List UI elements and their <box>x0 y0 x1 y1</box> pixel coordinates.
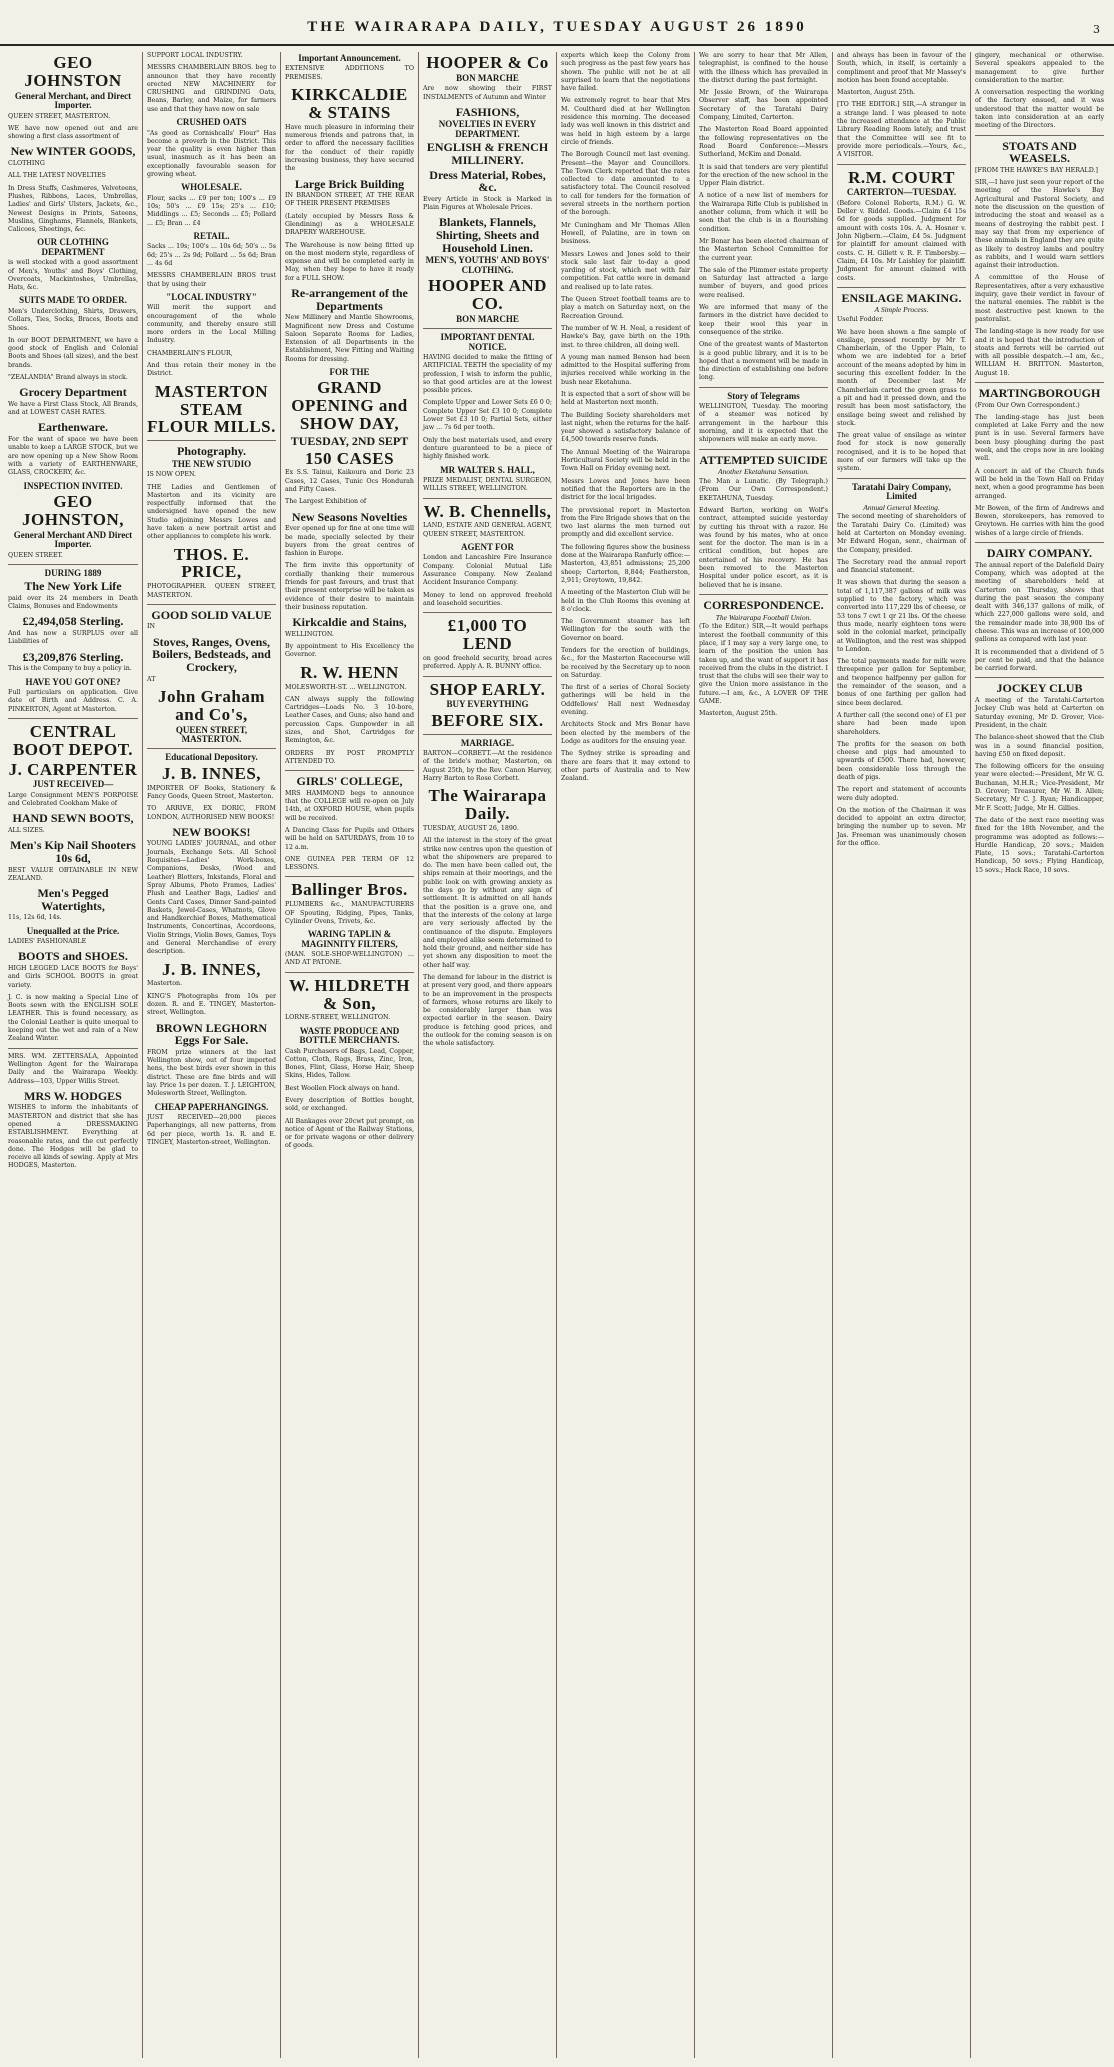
heading: GOOD SOLID VALUE <box>151 607 272 622</box>
article-text: Money to lend on approved freehold and leasehold securities. <box>423 591 552 607</box>
article-text: WISHES to inform the inhabitants of MASTERTON and district that she has opened a DRESSMAKING ESTABLISHMENT. Everything at reasonable rates, and the cut perfectly done. The Hodges will be glad to receive all kinds of sewing. Apply at Mrs HODGES, Masterton. <box>8 1104 138 1170</box>
heading: Unequalled at the Price. <box>26 925 120 936</box>
article-text: CLOTHING <box>8 160 45 168</box>
article-text: The date of the next race meeting was fixed for the 18th November, and the programme was adopted as follows:—Hurdle Handicap, 20 sovs.; Maiden Plate, 15 sovs.; Taratahi-Carterton Handicap, 50 sovs.; Flying Handicap, 15 sovs.; Hack Race, 10 sovs. <box>975 816 1104 874</box>
heading: "LOCAL INDUSTRY" <box>166 291 257 302</box>
column-rule <box>699 449 828 450</box>
article-text: The balance-sheet showed that the Club was in a sound financial position, having £50 on fixed deposit. <box>975 734 1104 758</box>
heading: INSPECTION INVITED. <box>23 480 123 491</box>
heading: Large Brick Building <box>294 176 405 191</box>
column-4 <box>418 52 556 2058</box>
heading: CORRESPONDENCE. <box>703 597 824 612</box>
heading: MARTINGBOROUGH <box>978 385 1101 400</box>
article-text: In our BOOT DEPARTMENT, we have a good stock of English and Colonial Boots and Shoes (all sizes), and the best brands. <box>8 336 138 369</box>
heading: Annual General Meeting. <box>863 502 940 512</box>
article-text: Flour, sacks ... £9 per ton; 100's ... £9 10s; 50's ... £9 15s; 25's ... £10; Middlings ... £5; Seconds ... £5; Pollard ... £5; Bran ... £4 <box>147 194 276 227</box>
article-text: All the interest in the story of the great strike now centres upon the question of what the shipowners are prepared to do. The men have been called out, the ships remain at their moorings, and the public look on with growing anxiety as the days go by without any sign of settlement. It is admitted on all hands that the position is a grave one, and that the interests of the colony at large are very seriously affected by the continuance of the dispute. Employers and employed alike seem determined to hold their ground, and neither side has yet shown any disposition to meet the other half way. <box>423 837 552 969</box>
article-text: FROM prize winners at the last Wellington show, out of four imported hens, the best birds ever shown in this district. These are fine birds and will lay. Price 1s per dozen. T. J. LEIGHTON, Molesworth Street, Wellington. <box>147 1048 276 1098</box>
article-text: AT <box>147 675 156 683</box>
heading: AGENT FOR <box>460 542 515 552</box>
article-text: Men's Underclothing, Shirts, Drawers, Collars, Ties, Socks, Braces, Boots and Shoes. <box>8 307 138 332</box>
heading: W. B. Chennells, <box>423 501 552 521</box>
article-text: The Government steamer has left Wellington for the south with the Governor on board. <box>561 618 690 642</box>
article-text: The demand for labour in the district is at present very good, and there appears to be an improvement in the prospects of farmers, whose returns are likely to be considerably larger than was expected earlier in the season. Dairy produce is fetching good prices, and the outlook for the coming season is on the whole satisfactory. <box>423 973 552 1048</box>
article-text: PRIZE MEDALIST, DENTAL SURGEON, WILLIS STREET, WELLINGTON. <box>423 476 552 493</box>
heading: HOOPER AND CO. <box>428 275 547 313</box>
article-text: WELLINGTON, Tuesday. The mooring of a steamer was noticed by arrangement in the harbour this morning, and it is expected that the shipowners will make an early move. <box>699 403 828 444</box>
article-text: paid over its 24 members in Death Claims, Bonuses and Endowments <box>8 594 138 611</box>
heading: FASHIONS, <box>455 104 520 119</box>
article-text: QUEEN STREET, MASTERTON. <box>8 112 111 120</box>
article-text: and always has been in favour of the South, which, in itself, is certainly a compliment and proof that Mr Massey's motion has been found acceptable. <box>837 52 966 84</box>
heading: Dress Material, Robes, &c. <box>429 167 546 195</box>
page-number: 3 <box>1093 23 1100 36</box>
article-text: QUEEN STREET. <box>8 551 63 559</box>
article-text: LORNE-STREET, WELLINGTON. <box>285 1014 391 1022</box>
heading: CRUSHED OATS <box>176 117 247 128</box>
article-text: (From Our Own Correspondent.) <box>975 401 1080 409</box>
heading: CARTERTON—TUESDAY. <box>846 187 957 198</box>
article-text: Messrs Lowes and Jones sold to their stock sale last fair to-day a good yarding of stock, which met with fair competition. Fat cattle were in demand and realised up to late rates. <box>561 250 690 291</box>
heading: STOATS AND WEASELS. <box>1002 138 1077 166</box>
column-rule <box>837 164 966 165</box>
heading: The Wairarapa Daily. <box>428 786 547 824</box>
article-text: TUESDAY, AUGUST 26, 1890. <box>423 824 519 832</box>
article-text: PHOTOGRAPHER. QUEEN STREET, MASTERTON. <box>147 583 276 599</box>
article-text: ORDERS BY POST PROMPTLY ATTENDED TO. <box>285 749 414 765</box>
article-text: ALL THE LATEST NOVELTIES <box>8 172 106 180</box>
article-text: One of the greatest wants of Masterton is a good public library, and it is to be hoped that a movement will be made in the direction of establishing one before long. <box>699 341 828 382</box>
heading: General Merchant AND Direct Importer. <box>13 529 133 550</box>
article-text: is well stocked with a good assortment of Men's, Youths' and Boys' Clothing, Overcoats, Mackintoshes, Umbrellas, Hats, &c. <box>8 259 138 292</box>
heading: £3,209,876 Sterling. <box>22 649 124 664</box>
heading: TUESDAY, 2ND SEPT <box>290 434 409 448</box>
article-text: Mr Bowen, of the firm of Andrews and Bowen, storekeepers, has removed to Greytown. He carries with him the good wishes of a large circle of friends. <box>975 504 1104 537</box>
article-text: SIR,—I have just seen your report of the meeting of the Hawke's Bay Agricultural and Pastoral Society, and note the discussion on the question of introducing the stoat and weasel as a means of destroying the rabbit pest. I may say that from my experience of these animals in England they are quite as likely to destroy lambs and poultry as rabbits, and I would warn settlers against their introduction. <box>975 179 1104 270</box>
article-text: Complete Upper and Lower Sets £6 0 0; Complete Upper Set £3 10 0; Complete Lower Set £3 10 0; Partial Sets, either jaw ... 7s 6d per tooth. <box>423 399 552 432</box>
article-text: MESSRS CHAMBERLAIN BROS trust that by using their <box>147 272 276 288</box>
article-text: The total payments made for milk were threepence per gallon for September, and twopence halfpenny per gallon for the remainder of the season, and a bonus of one farthing per gallon had since been declared. <box>837 658 966 707</box>
article-text: The landing-stage has just been completed at Lake Ferry and the new punt is in use. Several farmers have been busy ploughing during the past week, and the crops now in are looking well. <box>975 413 1104 463</box>
article-text: The profits for the season on both cheese and pigs had amounted to upwards of £500. There had, however, been considerable loss through the death of pigs. <box>837 740 966 781</box>
article-text: The annual report of the Dalefield Dairy Company, which was adopted at the meeting of shareholders held at Carterton on Thursday, shows that during the past season the company dealt with 346,137 gallons of milk, of which 227,000 gallons were sold, and the remainder made into 38,900 lbs of cheese. This was an increase of 100,000 gallons as compared with last year. <box>975 561 1104 644</box>
heading: New WINTER GOODS, <box>10 144 136 159</box>
article-text: The report and statement of accounts were duly adopted. <box>837 786 966 802</box>
article-text: Mr Cuningham and Mr Thomas Allen Howell, of Palatine, are in town on business. <box>561 221 690 246</box>
heading: KIRKCALDIE & STAINS <box>291 85 408 122</box>
column-rule <box>8 564 138 565</box>
heading: JUST RECEIVED— <box>32 779 114 790</box>
heading: £2,494,058 Sterling. <box>22 614 124 629</box>
heading: CENTRAL BOOT DEPOT. <box>12 721 134 759</box>
masthead-title: THE WAIRARAPA DAILY, TUESDAY AUGUST 26 1890 <box>307 19 807 35</box>
article-text: "As good as Cornishcalls' Flour" Has become a proverb in the District. This year the quality is even higher than usual, inasmuch as it has been an exceptionally favourable season for growing wheat. <box>147 129 276 178</box>
article-text: We have been shown a fine sample of ensilage, pressed recently by Mr T. Chamberlain, of the Upper Plain, to whom we are indebted for a brief account of the means adopted by him in securing this excellent fodder. In the month of December last Mr Chamberlain carted the green grass to a pit and had it pressed down, and the result has been most satisfactory, the ensilage being sweet and relished by stock. <box>837 328 966 427</box>
masthead <box>0 0 1114 46</box>
column-5 <box>556 52 694 2058</box>
article-text: A conversation respecting the working of the factory ensued, and it was understood that the matter would be taken into consideration at an early meeting of the Directors. <box>975 89 1104 130</box>
heading: CHEAP PAPERHANGINGS. <box>154 1101 269 1112</box>
article-text: The sale of the Plimmer estate property on Saturday last attracted a large number of buyers, and good prices were realised. <box>699 266 828 299</box>
heading: £1,000 TO LEND <box>447 616 528 654</box>
article-text: CAN always supply the following Cartridges—Loads No. 3 10-bore, Leather Cases, and Guns; also hand and percussion Caps. Gunpowder in all sizes, and Shot, Cartridges for Remington, &c. <box>285 695 414 745</box>
article-text: Ex S.S. Tainui, Kaikoura and Doric 23 Cases, 12 Cases, Tunic Ocs Hondurah and Fifty Cases. <box>285 469 414 494</box>
heading: A Simple Process. <box>874 305 929 315</box>
article-text: on good freehold security, broad acres preferred. Apply A. R. BUNNY office. <box>423 654 552 671</box>
heading: GIRLS' COLLEGE, <box>296 774 403 789</box>
article-text: (MAN. SOLE-SHOP-WELLINGTON) ... AND AT PATONE. <box>285 951 414 967</box>
article-text: In Dress Stuffs, Cashmeres, Velveteens, Plushes, Ribbons, Laces, Umbrellas, Ladies' and Girls' Ulsters, Jackets, &c., Newest Designs in Prints, Sateens, Muslins, Ginghams, Flannels, Blankets, Calicoes, Sheetings, &c. <box>8 184 138 234</box>
heading: General Merchant, and Direct Importer. <box>14 90 132 111</box>
heading: BOOTS and SHOES. <box>18 949 128 964</box>
column-rule <box>699 594 828 595</box>
article-text: TO ARRIVE, EX DORIC, FROM LONDON, AUTHORISED NEW BOOKS! <box>147 805 276 821</box>
article-text: IN BRANDON STREET, AT THE REAR OF THEIR PRESENT PREMISES <box>285 192 414 208</box>
column-rule <box>975 542 1104 543</box>
column-rule <box>8 718 138 719</box>
article-text: London and Lancashire Fire Insurance Company. Colonial Mutual Life Assurance Company. New Zealand Accident Insurance Company. <box>423 554 552 587</box>
article-text: Full particulars on application. Give date of Birth and Address. C. A. PINKERTON, Agent at Masterton. <box>8 689 138 713</box>
heading: Men's Kip Nail Shooters 10s 6d, <box>10 838 136 865</box>
article-text: A committee of the House of Representatives, after a very exhaustive inquiry, gave their verdict in favour of the natural enemies. The rabbit is the most destructive pest known to the pastoralist. <box>975 274 1104 323</box>
article-text: (Lately occupied by Messrs Ross & Glendining) as a WHOLESALE DRAPERY WAREHOUSE. <box>285 212 414 237</box>
article-text: The Annual Meeting of the Wairarapa Horticultural Society will be held in the Town Hall on Friday evening next. <box>561 448 690 473</box>
article-text: JUST RECEIVED—20,000 pieces Paperhangings, all new patterns, from 6d per piece, worth 1s. R. and E. TINGEY, Masterton-street, Wellington. <box>147 1114 276 1146</box>
column-1 <box>4 52 142 2058</box>
heading: Ballinger Bros. <box>291 880 408 900</box>
heading: New Seasons Novelties <box>291 509 408 524</box>
article-text: BEST VALUE OBTAINABLE IN NEW ZEALAND. <box>8 866 138 882</box>
column-rule <box>699 387 828 388</box>
article-text: The Secretary read the annual report and financial statement. <box>837 558 966 575</box>
article-text: BARTON—CORBETT.—At the residence of the bride's mother, Masterton, on August 25th, by the Rev. Canon Harvey, Harry Barton to Rose Corbett. <box>423 750 552 782</box>
heading: OUR CLOTHING DEPARTMENT <box>37 237 109 257</box>
heading: GEO JOHNSTON <box>24 53 122 90</box>
article-text: PLUMBERS &c., MANUFACTURERS OF Spouting, Ridging, Pipes, Tanks, Cylinder Ovens, Trivets, &c. <box>285 901 414 925</box>
article-text: Are now showing their FIRST INSTALMENTS of Autumn and Winter <box>423 85 552 101</box>
article-text: It is expected that a sort of show will be held at Masterton next month. <box>561 390 690 407</box>
article-text: WE have now opened out and are showing a first class assortment of <box>8 124 138 141</box>
column-rule <box>285 770 414 771</box>
column-rule <box>423 498 552 499</box>
heading: MARRIAGE. <box>460 737 515 748</box>
article-text: The great value of ensilage as winter food for stock is now generally recognised, and it is to be hoped that more of our farmers will take up the system. <box>837 432 966 473</box>
heading: IMPORTANT DENTAL NOTICE. <box>440 332 535 352</box>
heading: NOVELTIES IN EVERY DEPARTMENT. <box>438 119 537 139</box>
article-text: MRS HAMMOND begs to announce that the COLLEGE will re-open on July 14th, at OXFORD HOUSE, when pupils will be received. <box>285 789 414 822</box>
heading: Earthenware. <box>37 420 109 435</box>
column-rule <box>8 1048 138 1049</box>
article-text: A notice of a new list of members for the Wairarapa Rifle Club is published in another column, from which it will be seen that the club is in a flourishing condition. <box>699 192 828 233</box>
column-rule <box>837 478 966 479</box>
article-text: LAND, ESTATE AND GENERAL AGENT, QUEEN STREET, MASTERTON. <box>423 522 552 538</box>
article-text: It is recommended that a dividend of 5 per cent be paid, and that the balance be carried forward. <box>975 648 1104 673</box>
heading: MRS W. HODGES <box>24 1088 122 1103</box>
article-text: MOLESWORTH-ST. ... WELLINGTON. <box>285 683 407 691</box>
article-text: "ZEALANDIA" Brand always in stock. <box>8 374 128 381</box>
article-text: We have a First Class Stock, All Brands, and at LOWEST CASH RATES. <box>8 400 138 417</box>
heading: BON MARCHE <box>456 72 519 83</box>
article-text: A meeting of the Masterton Club will be held in the Club Rooms this evening at 8 o'clock. <box>561 589 690 613</box>
heading: HAND SEWN BOOTS, <box>12 811 134 826</box>
column-2 <box>142 52 280 2058</box>
column-rule <box>423 734 552 735</box>
heading: FOR THE <box>329 367 370 378</box>
article-text: MRS. WM. ZETTERSALA, Appointed Wellington Agent for the Wairarapa Daily and the Wairarapa Weekly. Address—103, Upper Willis Street. <box>8 1052 138 1085</box>
columns <box>4 52 1110 2058</box>
article-text: A further call (the second one) of £1 per share had been made upon shareholders. <box>837 711 966 736</box>
article-text: The Queen Street football teams are to play a match on Saturday next, on the Recreation Ground. <box>561 296 690 320</box>
article-text: Large Consignment MEN'S PORPOISE and Celebrated Cookham Make of <box>8 791 138 808</box>
article-text: Tenders for the erection of buildings, &c., for the Masterton Racecourse will be received by the Secretary up to noon on Saturday. <box>561 647 690 679</box>
heading: Men's Pegged Watertights, <box>37 886 109 913</box>
article-text: Architects Stock and Mrs Bonar have been elected by the members of the Lodge as auditors for the ensuing year. <box>561 721 690 745</box>
heading: Grocery Department <box>19 385 127 400</box>
article-text: Will merit the support and encouragement of the whole community, and thereby ensure still more orders in the Local Milling Industry. <box>147 304 276 345</box>
article-text: [TO THE EDITOR.] SIR,—A stranger in a strange land. I was pleased to note the increased attendance at the Public Library Reading Room lately, and trust that the Committee will see fit to provide more periodicals.—Yours, &c., A VISITOR. <box>837 101 966 159</box>
article-text: The following figures show the business done at the Wairarapa Ranfurly office:— Masterton, 43,851 admissions; 25,200 sheep; Carterton, 8,844; Featherston, 2,911; Greytown, 19,842. <box>561 543 690 584</box>
heading: THE NEW STUDIO <box>171 458 252 469</box>
article-text: The following officers for the ensuing year were elected:—President, Mr W. G. Buchanan, M.H.R.; Vice-President, Mr D. Grover; Treasurer, Mr W. B. Allen; Secretary, Mr C. J. Ryan; Handicapper, Mr F. Scott; Judge, Mr H. Gillies. <box>975 763 1104 812</box>
article-text: Every Article in Stock is Marked in Plain Figures at Wholesale Prices. <box>423 195 552 212</box>
article-text: EXTENSIVE ADDITIONS TO PREMISES. <box>285 65 414 81</box>
column-rule <box>285 972 414 973</box>
article-text: ALL SIZES. <box>8 827 45 835</box>
heading: John Graham and Co's, <box>157 686 266 724</box>
heading: The Wairarapa Football Union. <box>715 612 812 622</box>
article-text: KING'S Photographs from 10s per dozen. R. and E. TINGEY, Masterton-street, Wellington. <box>147 992 276 1017</box>
heading: NEW BOOKS! <box>172 824 251 839</box>
article-text: HIGH LEGGED LACE BOOTS for Boys' and Girls SCHOOL BOOTS in great variety. <box>8 964 138 989</box>
article-text: Masterton, August 25th. <box>699 710 778 718</box>
heading: ENSILAGE MAKING. <box>841 290 962 305</box>
heading: Taratahi Dairy Company, Limited <box>852 481 951 502</box>
article-text: The Masterton Road Board appointed the following representatives on the Road Board Conference:—Messrs Sutherland, McKim and Donald. <box>699 126 828 159</box>
heading: ATTEMPTED SUICIDE <box>699 452 828 467</box>
column-rule <box>423 612 552 613</box>
article-text: For the want of space we have been unable to keep a LARGE STOCK, but we are now opening up a New Show Room with a variety of EARTHENWARE, GLASS, CROCKERY, &c. <box>8 436 138 477</box>
heading: R.M. COURT <box>848 167 955 187</box>
article-text: And has now a SURPLUS over all Liabilities of <box>8 630 138 646</box>
article-text: THE Ladies and Gentlemen of Masterton and its vicinity are respectfully informed that the undersigned have opened the new Studio adjoining Messrs Lowes and have taken a new portrait artist and other appliances to complete his work. <box>147 483 276 541</box>
heading: BROWN LEGHORN Eggs For Sale. <box>155 1020 267 1048</box>
column-rule <box>975 135 1104 136</box>
article-text: 11s, 12s 6d, 14s. <box>8 914 62 922</box>
heading: WARING TAPLIN & MAGINNITY FILTERS, <box>301 929 398 949</box>
article-text: All Bankages over 20cwt put prompt, on notice of Agent of the Railway Stations, or for private wagons or other delivery of goods. <box>285 1117 414 1150</box>
article-text: A concert in aid of the Church funds will be held in the Town Hall on Friday next, when a good programme has been arranged. <box>975 467 1104 500</box>
heading: GEO JOHNSTON, <box>22 492 124 529</box>
article-text: IN <box>147 623 155 631</box>
article-text: Messrs Lowes and Jones have been notified that the Reporters are in the district for the local brigades. <box>561 477 690 502</box>
column-rule <box>975 382 1104 383</box>
heading: HAVE YOU GOT ONE? <box>25 676 121 687</box>
article-text: CHAMBERLAIN'S FLOUR, <box>147 349 233 357</box>
article-text: Best Woollen Flock always on hand. <box>285 1084 400 1092</box>
column-rule <box>285 876 414 877</box>
article-text: A meeting of the Taratahi-Carterton Jockey Club was held at Carterton on Saturday evening, Mr D. Grover, Vice-President, in the chair. <box>975 697 1104 729</box>
heading: Educational Depository. <box>165 752 258 763</box>
heading: HOOPER & Co <box>426 53 549 72</box>
article-text: SUPPORT LOCAL INDUSTRY. <box>147 52 243 59</box>
heading: Kirkcaldie and Stains, <box>292 615 407 630</box>
heading: WASTE PRODUCE AND BOTTLE MERCHANTS. <box>299 1025 400 1046</box>
column-rule <box>837 287 966 288</box>
article-text: The Borough Council met last evening. Present—the Mayor and Councillors. The Town Clerk reported that the rates collected to date amounted to a satisfactory total. The Council resolved to call for tenders for the formation of several streets in the northern portion of the borough. <box>561 151 690 217</box>
article-text: The Warehouse is now being fitted up on the most modern style, regardless of expense and will be completed early in May, when they hope to have it ready for a FULL SHOW. <box>285 241 414 282</box>
article-text: Edward Barton, working on Wolf's contract, attempted suicide yesterday by cutting his throat with a razor. He was found by his mates, who at once sent for the doctor. The man is in a critical condition, but hopes are entertained of his recovery. He has been removed to the Masterton Hospital under police escort, as it is believed that he is insane. <box>699 506 828 589</box>
article-text: The Man a Lunatic. (By Telegraph.) (From Our Own Correspondent.) EKETAHUNA, Tuesday. <box>699 478 828 502</box>
heading: The New York Life <box>24 579 122 594</box>
article-text: IMPORTER OF Books, Stationery & Fancy Goods, Queen Street, Masterton. <box>147 784 276 800</box>
heading: J. B. INNES, <box>161 959 262 979</box>
heading: 150 CASES <box>304 448 395 468</box>
heading: J. CARPENTER <box>8 759 138 779</box>
article-text: Have much pleasure in informing their numerous friends and patrons that, in order to afford the necessary facilities for the conduct of their rapidly increasing business, they have secured the <box>285 123 414 173</box>
article-text: A Dancing Class for Pupils and Others will be held on SATURDAYS, from 10 to 12 a.m. <box>285 826 414 851</box>
article-text: YOUNG LADIES' JOURNAL, and other Journals, Exchange Sets. All School Requisites—Ladies' Work-boxes, Companions, Desks, (Wood and Leather) Blotters, Inkstands, Floral and Spray Albums, Photo Frames, Ladies' Plush and Leather Bags, Ladies' and Gents Card Cases, Dinner Sand-painted Baskets, Jewel-Cases, Whatnots, Glove and Handkerchief Boxes, Mathematical Instruments, Concertinas, Accordeons, Violin Strings, Violin Bows, Games, Toys and General Merchandise of every description. <box>147 840 276 956</box>
column-7 <box>832 52 970 2058</box>
article-text: And thus retain their money in the District. <box>147 362 276 378</box>
article-text: The Building Society shareholders met last night, when the returns for the half-year showed a satisfactory balance of £4,500 towards reserve funds. <box>561 411 690 444</box>
article-text: The Sydney strike is spreading and there are fears that it may extend to other parts of Australia and to New Zealand. <box>561 750 690 783</box>
article-text: WELLINGTON. <box>285 630 334 638</box>
article-text: On the motion of the Chairman it was decided to appoint an extra director, bringing the number up to seven. Mr Jas. Freeman was unanimously chosen for the office. <box>837 806 966 848</box>
column-rule <box>423 676 552 677</box>
heading: THOS. E. PRICE, <box>173 544 250 582</box>
article-text: The provisional report in Masterton from the Fire Brigade shows that on the two last alarms the men turned out promptly and did excellent service. <box>561 506 690 539</box>
heading: MEN'S, YOUTHS' AND BOYS' CLOTHING. <box>425 255 550 275</box>
heading: GRAND OPENING and SHOW DAY, <box>291 378 408 434</box>
heading: R. W. HENN <box>300 662 399 682</box>
heading: J. B. INNES, <box>161 763 262 783</box>
heading: DURING 1889 <box>44 567 102 578</box>
article-text: The number of W. H. Neal, a resident of Hawke's Bay, gave birth on the 19th inst. to three children, all doing well. <box>561 324 690 349</box>
article-text: Only the best materials used, and every denture guaranteed to be a piece of highly finished work. <box>423 436 552 461</box>
article-text: Sacks ... 19s; 100's ... 10s 6d; 50's ... 5s 6d; 25's ... 2s 9d; Pollard ... 5s 6d; Bran ... 4s 6d <box>147 243 276 267</box>
heading: BEFORE SIX. <box>431 710 544 730</box>
article-text: We are informed that many of the farmers in the district have decided to keep their wool this year in consequence of the strike. <box>699 304 828 336</box>
column-3 <box>280 52 418 2058</box>
column-rule <box>147 748 276 749</box>
heading: Story of Telegrams <box>727 390 800 401</box>
heading: RETAIL. <box>193 230 230 241</box>
column-8 <box>970 52 1108 2058</box>
heading: SHOP EARLY. <box>429 679 546 699</box>
heading: Re-arrangement of the Departments <box>291 286 408 313</box>
heading: Stoves, Ranges, Ovens, Boilers, Bedsteads, and Crockery, <box>152 634 271 674</box>
heading: WHOLESALE. <box>181 182 242 193</box>
heading: Photography. <box>176 444 246 459</box>
heading: W. HILDRETH & Son, <box>288 975 411 1013</box>
column-6 <box>694 52 832 2058</box>
article-text: ONE GUINEA PER TERM OF 12 LESSONS. <box>285 855 414 872</box>
article-text: Cash Purchasers of Bags, Lead, Copper, Cotton, Cloth, Rags, Brass, Zinc, Iron, Bones, Flint, Glass, Horse Hair, Sheep Skins, Hides, Tallow. <box>285 1047 414 1080</box>
article-text: By appointment to His Excellency the Governor. <box>285 643 414 659</box>
article-text: New Millinery and Mantle Showrooms, Magnificent new Dress and Costume Saloon Separate Rooms for Ladies, Extension of all Departments in the Establishment, New Fitting and Waiting Rooms for dressing. <box>285 314 414 363</box>
article-text: (Before Colonel Roberts, R.M.) G. W. Deller v. Riddel. Goods.—Claim £4 15s 6d for goods supplied. Judgment for amount with costs 10s. A. A. Hosner v. John Nigbern.—Claim, £4 5s. Judgment for plaintiff for amount claimed with costs. C. H. Gillett v. R. F. Timbersby.—Claim, £4 10s. Mr Laishley for plaintiff. Judgment for amount claimed with costs. <box>837 199 966 282</box>
heading: QUEEN STREET, MASTERTON. <box>175 724 248 744</box>
article-text: We extremely regret to hear that Mrs M. Coulthard died at her Wellington residence this morning. The deceased lady was well known in this district and was held in high esteem by a large circle of friends. <box>561 97 690 146</box>
heading: Blankets, Flannels, Shirting, Sheets and Household Linen. <box>435 215 540 255</box>
article-text: MESSRS CHAMBERLAIN BROS. beg to announce that they have recently erected NEW MACHINERY for CRUSHING and GRINDING Oats, Beans, Barley, and Maize, for farmers use and that they have now on sale <box>147 64 276 113</box>
article-text: experts which keep the Colony from such progress as the past few years has shown. The public will not be at all surprised to learn that the negotiations have failed. <box>561 52 690 93</box>
column-rule <box>975 677 1104 678</box>
article-text: Masterton. <box>147 980 183 988</box>
column-rule <box>147 440 276 441</box>
article-text: J. C. is now making a Special Line of Boots sewn with the ENGLISH SOLE LEATHER. This is found necessary, as the Colonial Leather is quite unequal to keeping out the wet and rain of a New Zealand Winter. <box>8 993 138 1043</box>
article-text: We are sorry to hear that Mr Allen, telegraphist, is confined to the house with the illness which has prevailed in the district during the past fortnight. <box>699 52 828 84</box>
heading: DAIRY COMPANY. <box>986 546 1093 561</box>
article-text: HAVING decided to make the fitting of ARTIFICIAL TEETH the speciality of my profession, I wish to inform the public, so that good articles are at the lowest possible prices. <box>423 353 552 395</box>
article-text: [FROM THE HAWKE'S BAY HERALD.] <box>975 166 1098 174</box>
column-rule <box>423 328 552 329</box>
article-text: A young man named Benson had been admitted to the Hospital suffering from injuries received while working in the bush near Eketahuna. <box>561 353 690 386</box>
article-text: This is the Company to buy a policy in. <box>8 665 132 673</box>
article-text: Useful Fodder. <box>837 316 884 324</box>
article-text: (To the Editor.) SIR,—It would perhaps interest the football community of this place, if I may say a very large one, to learn of the position the union has taken up, and the want of support it has received from the clubs in the district. I trust that the clubs will see their way to give the Union more assistance in the future.—I am, &c., A LOVER OF THE GAME. <box>699 623 828 706</box>
article-text: Masterton, August 25th. <box>837 89 916 97</box>
article-text: Mr Jessie Brown, of the Wairarapa Observer staff, has been appointed Secretary of the Taratahi Dairy Company, Limited, Carterton. <box>699 89 828 122</box>
heading: MR WALTER S. HALL, <box>440 464 535 475</box>
heading: Another Eketahuna Sensation. <box>717 467 810 477</box>
heading: MASTERTON STEAM FLOUR MILLS. <box>147 381 276 437</box>
article-text: Ever opened up for fine at one time will be made, specially selected by their buyers from the great centres of fashion in Europe. <box>285 525 414 558</box>
article-text: LADIES' FASHIONABLE <box>8 938 87 946</box>
article-text: The second meeting of shareholders of the Taratahi Dairy Co. (Limited) was held at Carterton on Monday evening. Mr Edward Hogan, senr., chairman of the Company, presided. <box>837 513 966 554</box>
article-text: It was shown that during the season a total of 1,117,387 gallons of milk was supplied to the factory, which was converted into 117,229 lbs of cheese, or 53 tons 7 cwt 1 qr 21 lbs. Of the cheese thus made, nearly eighteen tons were sold in the colonial market, principally at Wellington, and the rest was shipped to London. <box>837 579 966 653</box>
heading: SUITS MADE TO ORDER. <box>19 295 127 306</box>
heading: BON MARCHE <box>456 313 519 324</box>
article-text: It is said that tenders are very plentiful for the erection of the new school in the Upper Plain district. <box>699 163 828 188</box>
heading: BUY EVERYTHING <box>446 699 529 710</box>
heading: JOCKEY CLUB <box>996 681 1083 696</box>
article-text: Every description of Bottles bought, sold, or exchanged. <box>285 1097 414 1113</box>
article-text: The Largest Exhibition of <box>285 498 367 506</box>
heading: ENGLISH & FRENCH MILLINERY. <box>426 140 549 167</box>
article-text: gingery, mechanical or otherwise. Several speakers appealed to the management to give further consideration to the matter. <box>975 52 1104 84</box>
column-rule <box>147 604 276 605</box>
heading: Important Announcement. <box>298 53 401 63</box>
article-text: IS NOW OPEN. <box>147 471 197 479</box>
article-text: The first of a series of Choral Society gatherings will be held in the Oddfellows' Hall next Wednesday evening. <box>561 684 690 717</box>
article-text: The landing-stage is now ready for use and it is hoped that the introduction of stoats and ferrets will be carried out with all possible despatch.—I am, &c., WILLIAM H. BRITTON. Masterton, August 18. <box>975 328 1104 377</box>
article-text: Mr Bonar has been elected chairman of the Masterton School Committee for the current year. <box>699 237 828 262</box>
article-text: The firm invite this opportunity of cordially thanking their numerous friends for past favours, and trust that their present enterprise will be taken as evidence of their desire to maintain their business reputation. <box>285 562 414 611</box>
